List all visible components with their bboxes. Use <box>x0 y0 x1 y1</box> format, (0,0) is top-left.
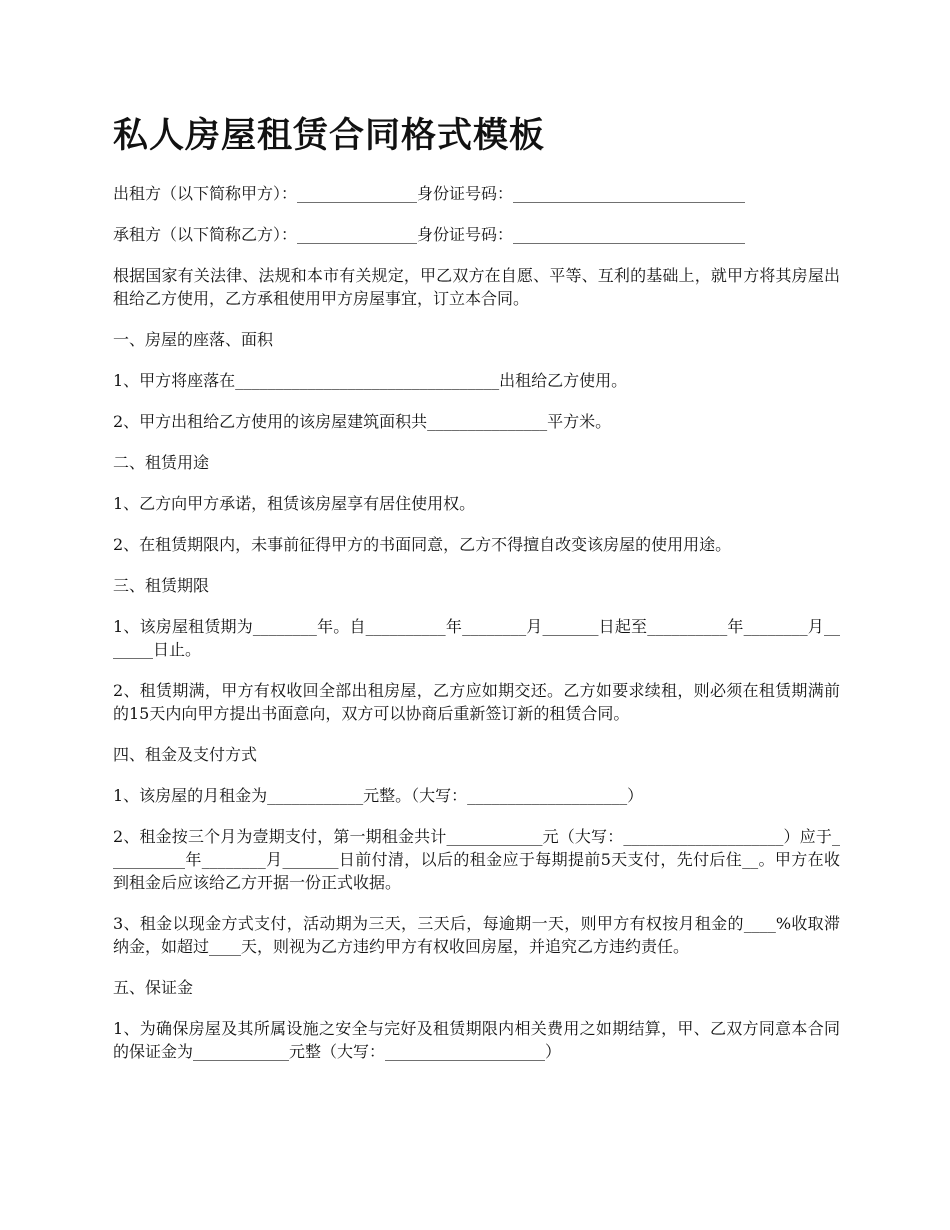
section-heading-deposit: 五、保证金 <box>113 978 194 997</box>
paragraph-lessor-info: 出租方（以下简称甲方）：_______________身份证号码：_____________________________ <box>113 184 746 203</box>
document-page <box>113 112 840 1081</box>
paragraph-deposit: 1、为确保房屋及其所属设施之安全与完好及租赁期限内相关费用之如期结算，甲、乙双方同意本合同的保证金为____________元整（大写：____________________） <box>113 1019 840 1061</box>
paragraph-usage-change: 2、在租赁期限内，未事前征得甲方的书面同意，乙方不得擅自改变该房屋的使用用途。 <box>113 535 732 554</box>
section-heading-usage: 二、租赁用途 <box>113 453 210 472</box>
paragraph-monthly-rent: 1、该房屋的月租金为____________元整。（大写：____________________） <box>113 786 644 805</box>
paragraph-term-renewal: 2、租赁期满，甲方有权收回全部出租房屋，乙方应如期交还。乙方如要求续租，则必须在租赁期满前的15天内向甲方提出书面意向，双方可以协商后重新签订新的租赁合同。 <box>113 681 840 723</box>
section-heading-location-area: 一、房屋的座落、面积 <box>113 330 274 349</box>
paragraph-area: 2、甲方出租给乙方使用的该房屋建筑面积共_______________平方米。 <box>113 412 612 431</box>
paragraph-payment-schedule: 2、租金按三个月为壹期支付，第一期租金共计____________元（大写：____________________）应于__________年________月_______日前付清，以后的租金应于每期提前5天支付，先付后住__。甲方在收到租金后应该给乙方开据一份正式收据。 <box>113 827 840 892</box>
section-heading-term: 三、租赁期限 <box>113 576 210 595</box>
paragraph-lessee-info: 承租方（以下简称乙方）：_______________身份证号码：_____________________________ <box>113 225 746 244</box>
paragraph-late-fee: 3、租金以现金方式支付，活动期为三天，三天后，每逾期一天，则甲方有权按月租金的____%收取滞纳金，如超过____天，则视为乙方违约甲方有权收回房屋，并追究乙方违约责任。 <box>113 914 840 956</box>
paragraph-location: 1、甲方将座落在_________________________________出租给乙方使用。 <box>113 371 628 390</box>
paragraph-usage-commitment: 1、乙方向甲方承诺，租赁该房屋享有居住使用权。 <box>113 494 476 513</box>
paragraph-term-period: 1、该房屋租赁期为________年。自__________年________月_______日起至__________年________月_______日止。 <box>113 617 840 659</box>
document-title: 私人房屋租赁合同格式模板 <box>113 116 546 156</box>
section-heading-rent-payment: 四、租金及支付方式 <box>113 745 258 764</box>
paragraph-preamble: 根据国家有关法律、法规和本市有关规定，甲乙双方在自愿、平等、互利的基础上，就甲方将其房屋出租给乙方使用，乙方承租使用甲方房屋事宜，订立本合同。 <box>113 266 840 308</box>
